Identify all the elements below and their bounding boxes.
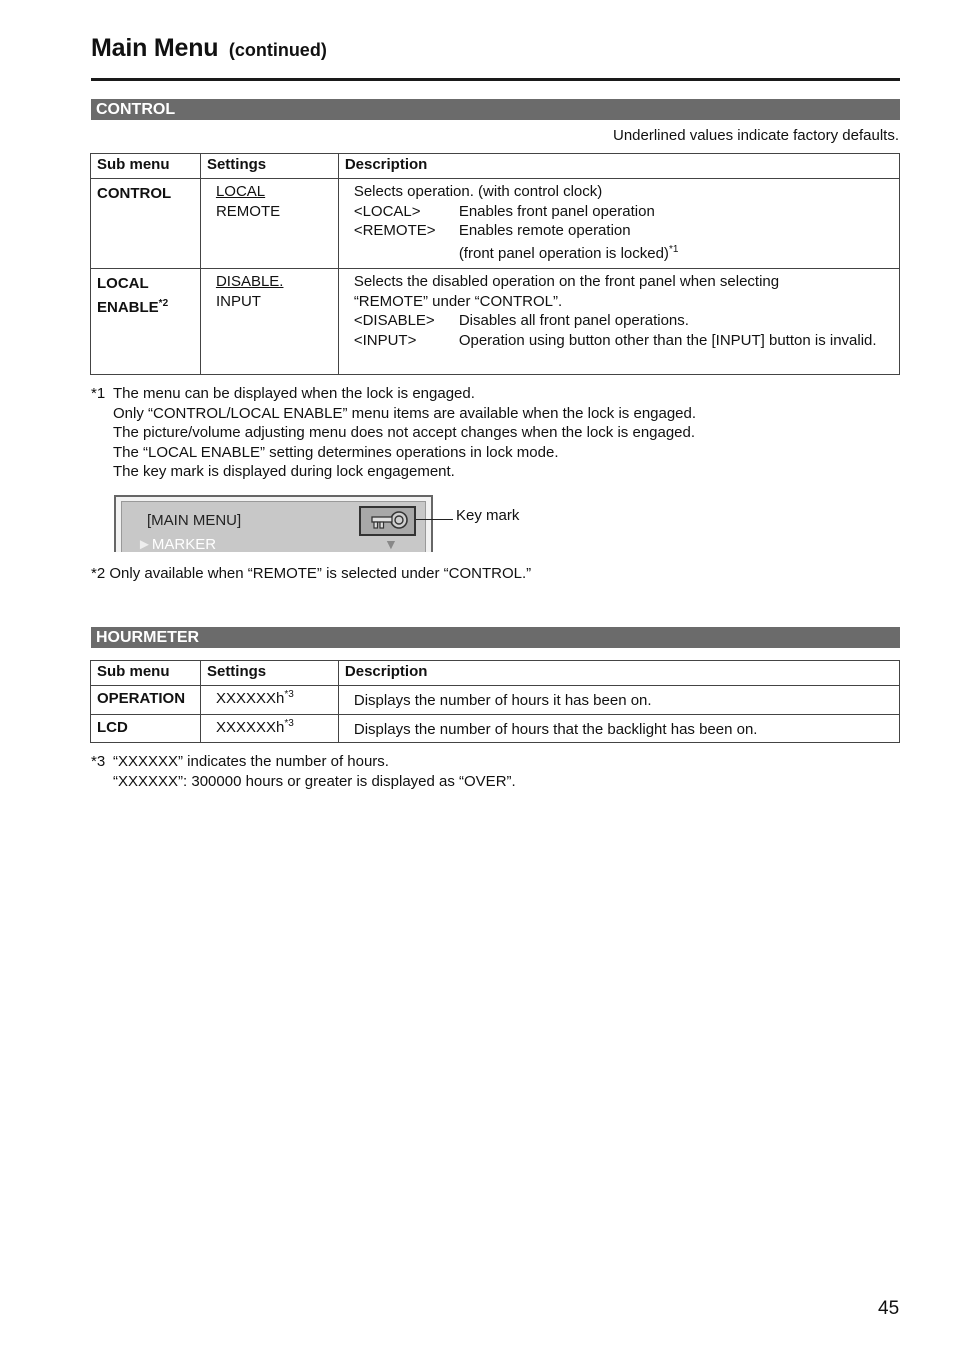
option-pair [354,331,889,351]
hourmeter-section-bar: HOURMETER [91,627,900,648]
column-header-settings: Settings [200,154,338,179]
option-value: Operation using button other than the [INPUT] button is invalid. [458,331,877,349]
column-header-description: Description [338,661,899,686]
option-pair [354,311,889,331]
sub-menu-local-enable: LOCAL ENABLE$^{*2}$ [91,269,201,375]
hourmeter-table [90,660,900,743]
option-key: <DISABLE> [353,312,435,329]
control-table [90,153,900,375]
option-value: Disables all front panel operations. [458,312,689,329]
option-key: <REMOTE> [353,222,436,239]
table-header-row [91,661,900,686]
settings-cell: XXXXXXh$^{*3}$ [200,714,338,743]
default-setting: LOCAL [215,183,266,200]
footnote-ref: *3 [284,717,294,729]
selection-arrow-icon: ► [137,536,152,553]
settings-cell [200,179,338,269]
sub-menu-lcd: LCD [91,714,201,743]
footnote-mark: *3 [91,753,106,770]
description-text: “REMOTE” under “CONTROL”. [353,292,563,310]
footnote-ref: *2 [158,298,169,309]
description-cell: Displays the number of hours that the backlight has been on. [338,714,899,743]
column-header-sub-menu: Sub menu [91,154,201,179]
table-row [91,179,900,269]
table-row [91,686,900,715]
description-cell [338,179,899,269]
settings-cell [200,269,338,375]
key-mark-label: Key mark [456,507,520,524]
footnote-ref: *1 [668,243,679,255]
key-mark-leader-line [416,519,453,520]
option-key: <LOCAL> [353,202,421,220]
key-icon [359,506,416,536]
option-value: Enables remote operation [458,222,631,239]
option-value: Enables front panel operation [458,202,655,220]
option-value-continued: (front panel operation is locked)$^{*1}$ [458,243,679,262]
factory-defaults-note: Underlined values indicate factory defaults. [613,127,899,144]
column-header-sub-menu: Sub menu [91,661,201,686]
footnote-3: *3 “XXXXXX” indicates the number of hours. “XXXXXX”: 300000 hours or greater is displayed as “OVER”. [91,753,516,790]
default-setting: DISABLE. [215,273,284,290]
key-icon-graphic [361,508,414,534]
lcd-screen-illustration [114,495,433,552]
description-text: Selects operation. (with control clock) [353,183,603,200]
description-cell: Displays the number of hours it has been on. [338,686,899,715]
table-header-row [91,154,900,179]
setting-option: INPUT [215,293,261,310]
setting-option: REMOTE [215,203,281,220]
page-title: Main Menu [91,34,219,62]
description-cell [338,269,899,375]
lcd-menu-title: [MAIN MENU] [147,512,242,529]
footnote-mark: *1 [91,385,106,402]
option-pair [354,221,889,241]
option-pair [354,202,889,222]
sub-menu-operation: OPERATION [91,686,201,715]
page-header [91,34,900,81]
lcd-menu-item: ►MARKER [137,536,217,553]
table-row [91,269,900,375]
footnote-1: *1 The menu can be displayed when the lock is engaged. Only “CONTROL/LOCAL ENABLE” menu items are available when the lock is engaged. The picture/volume adjusting menu does not accept changes when the lock is engaged. The “LOCAL ENABLE” setting determines operations in lock mode. The key mark is displayed during lock engagement. [91,385,697,480]
page-title-continued: (continued) [228,40,327,60]
lcd-panel [121,501,426,552]
sub-menu-control: CONTROL [91,179,201,269]
settings-cell: XXXXXXh$^{*3}$ [200,686,338,715]
column-header-settings: Settings [200,661,338,686]
control-section-bar: CONTROL [91,99,900,120]
column-header-description: Description [338,154,899,179]
scroll-down-icon: ▼ [384,536,398,552]
footnote-2: *2 Only available when “REMOTE” is selected under “CONTROL.” [91,565,532,582]
page-number: 45 [878,1298,900,1319]
table-row [91,714,900,743]
footnote-ref: *3 [284,689,294,700]
description-text: Selects the disabled operation on the front panel when selecting [353,273,780,290]
option-key: <INPUT> [353,331,417,349]
